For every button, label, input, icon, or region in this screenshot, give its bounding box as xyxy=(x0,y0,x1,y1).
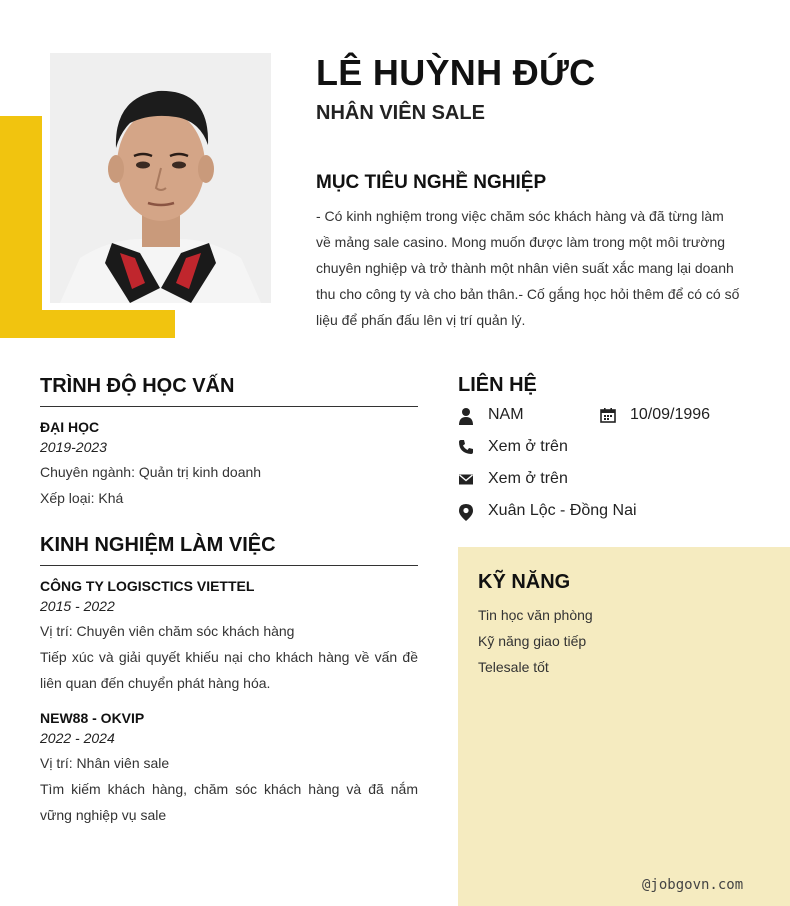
calendar-icon xyxy=(600,407,616,423)
contact-email xyxy=(458,470,568,488)
accent-bar-horizontal xyxy=(0,310,175,338)
contact-gender-value: NAM xyxy=(488,406,524,423)
accent-bar-vertical xyxy=(0,116,42,338)
job-position: Vị trí: Nhân viên sale xyxy=(40,755,170,771)
education-section xyxy=(40,375,418,511)
job-description: Tiếp xúc và giải quyết khiếu nại cho khách hàng về vấn đề liên quan đến chuyển phát hàng hóa. xyxy=(40,649,418,691)
contact-phone-value: Xem ở trên xyxy=(488,438,568,455)
skills-heading: KỸ NĂNG xyxy=(478,571,571,593)
objective-text: - Có kinh nghiệm trong việc chăm sóc khách hàng và đã từng làm về mảng sale casino. Mong muốn được làm trong một môi trường chuyên nghiệp và trở thành một nhân viên suất xắc mang lại doanh thu cho công ty và cho bản thân.- Cố gắng học hỏi thêm để có có số liệu để phấn đấu lên vị trí quản lý. xyxy=(316,208,740,328)
education-degree: ĐẠI HỌC xyxy=(40,419,100,435)
experience-section xyxy=(40,534,418,842)
education-heading: TRÌNH ĐỘ HỌC VẤN xyxy=(40,375,418,407)
job-period: 2022 - 2024 xyxy=(40,730,115,746)
email-icon xyxy=(458,471,474,487)
experience-item xyxy=(40,710,418,828)
education-major: Chuyên ngành: Quản trị kinh doanh xyxy=(40,464,262,480)
skill-item: Tin học văn phòng xyxy=(478,607,593,623)
job-description: Tìm kiếm khách hàng, chăm sóc khách hàng và đã nắm vững nghiệp vụ sale xyxy=(40,781,418,823)
skills-panel xyxy=(458,547,790,906)
job-period: 2015 - 2022 xyxy=(40,598,115,614)
skills-list xyxy=(478,602,593,680)
job-company: NEW88 - OKVIP xyxy=(40,710,145,726)
contact-email-value: Xem ở trên xyxy=(488,470,568,487)
candidate-name: LÊ HUỲNH ĐỨC xyxy=(316,52,596,93)
contact-birthdate xyxy=(600,406,710,424)
candidate-role: NHÂN VIÊN SALE xyxy=(316,102,485,124)
objective-heading: MỤC TIÊU NGHỀ NGHIỆP xyxy=(316,172,547,193)
contact-address-value: Xuân Lộc - Đồng Nai xyxy=(488,502,637,519)
contact-heading: LIÊN HỆ xyxy=(458,374,537,396)
contact-birthdate-value: 10/09/1996 xyxy=(630,406,711,423)
profile-photo xyxy=(50,53,271,303)
phone-icon xyxy=(458,439,474,455)
job-company: CÔNG TY LOGISCTICS VIETTEL xyxy=(40,578,255,594)
experience-item xyxy=(40,578,418,696)
contact-address xyxy=(458,502,637,520)
experience-heading: KINH NGHIỆM LÀM VIỆC xyxy=(40,534,418,566)
job-position: Vị trí: Chuyên viên chăm sóc khách hàng xyxy=(40,623,295,639)
watermark: @jobgovn.com xyxy=(642,877,744,893)
location-icon xyxy=(458,503,474,519)
skill-item: Kỹ năng giao tiếp xyxy=(478,633,587,649)
contact-phone xyxy=(458,438,568,456)
person-icon xyxy=(458,407,474,423)
education-grade: Xếp loại: Khá xyxy=(40,490,124,506)
skill-item: Telesale tốt xyxy=(478,659,549,675)
education-period: 2019-2023 xyxy=(40,439,107,455)
contact-gender xyxy=(458,406,524,424)
